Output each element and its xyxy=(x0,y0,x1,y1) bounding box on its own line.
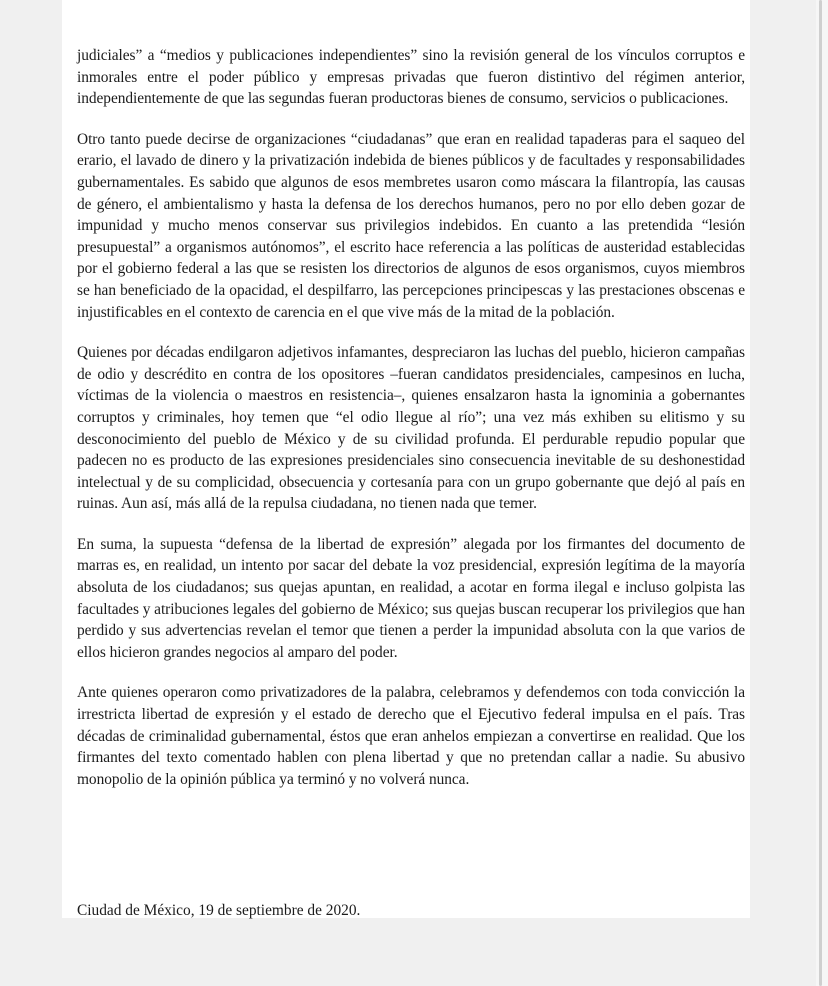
paragraph-3: Quienes por décadas endilgaron adjetivos infamantes, despreciaron las luchas del pueblo, hicieron campañas de odio y descrédito en contra de los opositores –fueran candidatos presidenciales, campesinos en lucha, víctimas de la violencia o maestros en resistencia–, quienes ensalzaron hasta la ignominia a gobernantes corruptos y criminales, hoy temen que “el odio llegue al río”; una vez más exhiben su elitismo y su desconocimiento del pueblo de México y de su civilidad profunda. El perdurable repudio popular que padecen no es producto de las expresiones presidenciales sino consecuencia inevitable de su deshonestidad intelectual y de su complicidad, obsecuencia y cortesanía para con un grupo gobernante que dejó al país en ruinas. Aun así, más allá de la repulsa ciudadana, no tienen nada que temer. xyxy=(77,344,745,513)
document-page xyxy=(62,0,750,918)
paragraph-2: Otro tanto puede decirse de organizaciones “ciudadanas” que eran en realidad tapaderas para el saqueo del erario, el lavado de dinero y la privatización indebida de bienes públicos y de facultades y responsabilidades gubernamentales. Es sabido que algunos de esos membretes usaron como máscara la filantropía, las causas de género, el ambientalismo y hasta la defensa de los derechos humanos, pero no por ello deben gozar de impunidad y mucho menos conservar sus privilegios indebidos. En cuanto a las pretendida “lesión presupuestal” a organismos autónomos”, el escrito hace referencia a las políticas de austeridad establecidas por el gobierno federal a las que se resisten los directorios de algunos de esos organismos, cuyos miembros se han beneficiado de la opacidad, el despilfarro, las percepciones principescas y las prestaciones obscenas e injustificables en el contexto de carencia en el que vive más de la mitad de la población. xyxy=(77,130,745,321)
paragraph-5: Ante quienes operaron como privatizadores de la palabra, celebramos y defendemos con toda convicción la irrestricta libertad de expresión y el estado de derecho que el Ejecutivo federal impulsa en el país. Tras décadas de criminalidad gubernamental, éstos que eran anhelos empiezan a convertirse en realidad. Que los firmantes del texto comentado hablen con plena libertad y que no pretendan callar a nadie. Su abusivo monopolio de la opinión pública ya terminó y no volverá nunca. xyxy=(77,684,745,788)
scrollbar-thumb[interactable] xyxy=(819,0,822,986)
place-date-line: Ciudad de México, 19 de septiembre de 2020. xyxy=(77,902,361,919)
vertical-scrollbar[interactable] xyxy=(816,0,828,986)
paragraph-4: En suma, la supuesta “defensa de la libertad de expresión” alegada por los firmantes del documento de marras es, en realidad, un intento por sacar del debate la voz presidencial, expresión legítima de la mayoría absoluta de los ciudadanos; sus quejas apuntan, en realidad, a acotar en forma ilegal e incluso golpista las facultades y atribuciones legales del gobierno de México; sus quejas buscan recuperar los privilegios que han perdido y sus advertencias revelan el temor que tienen a perder la impunidad absoluta con la que varios de ellos hicieron grandes negocios al amparo del poder. xyxy=(77,535,745,661)
document-body xyxy=(77,45,745,809)
paragraph-1: judiciales” a “medios y publicaciones independientes” sino la revisión general de los vínculos corruptos e inmorales entre el poder público y empresas privadas que fueron distintivo del régimen anterior, independientemente de que las segundas fueran productoras bienes de consumo, servicios o publicaciones. xyxy=(77,47,745,108)
